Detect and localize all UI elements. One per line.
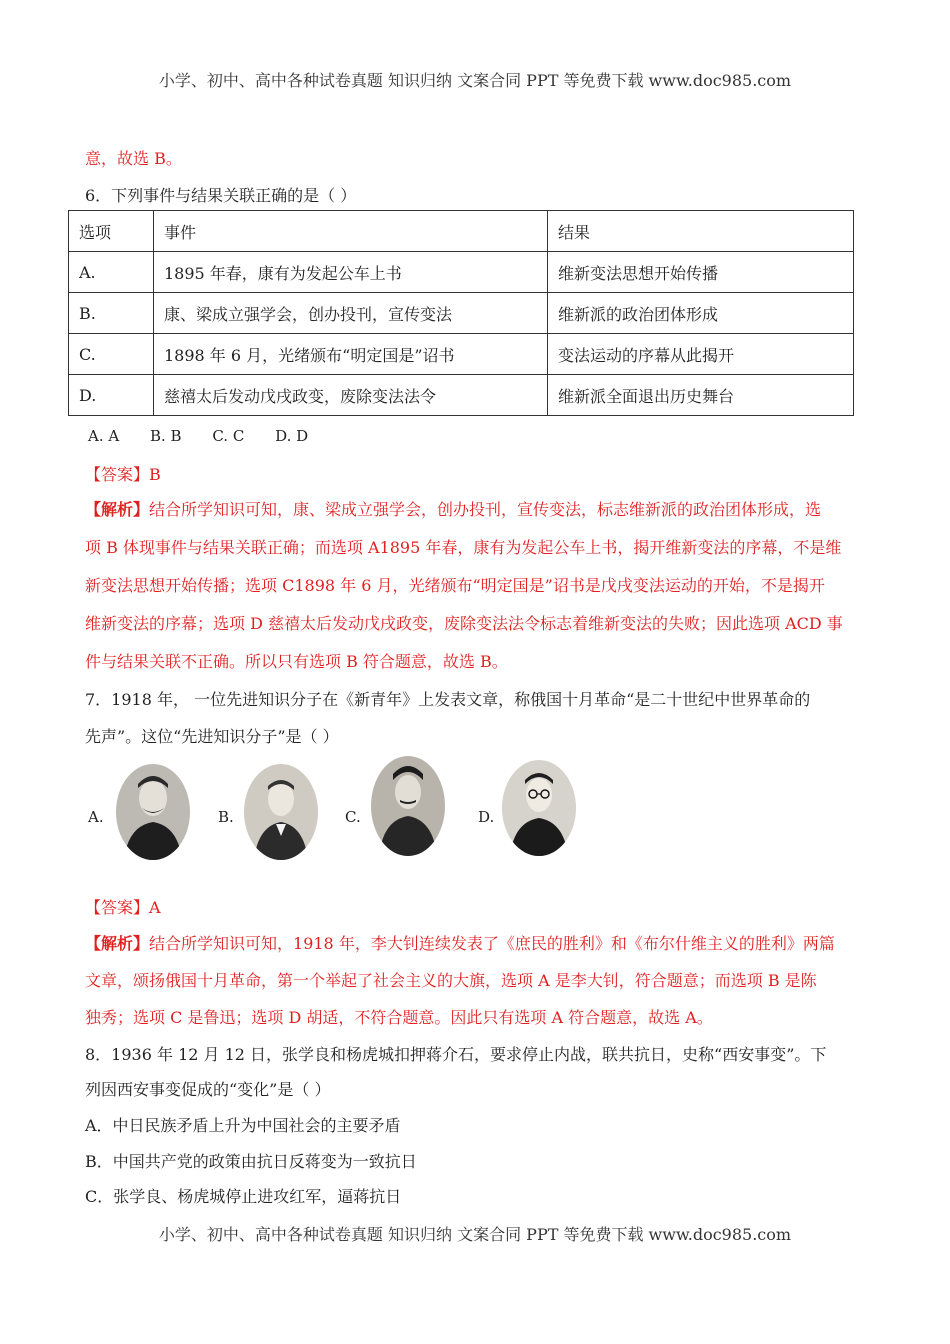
table-cell: 康、梁成立强学会，创办投刊，宣传变法 [154,293,548,334]
q8-stem-line: 8．1936 年 12 月 12 日，张学良和杨虎城扣押蒋介石，要求停止内战，联共抗日，史称“西安事变”。下 [85,1045,827,1064]
q6-stem: 6．下列事件与结果关联正确的是（ ） [85,186,357,205]
table-cell: C. [69,334,154,375]
table-row [69,334,854,375]
table-cell: 维新派全面退出历史舞台 [548,375,854,416]
analysis-text: 结合所学知识可知，康、梁成立强学会，创办投刊，宣传变法，标志维新派的政治团体形成，选 [149,500,822,519]
q7-answer: 【答案】A [85,898,161,917]
analysis-label: 【解析】 [85,500,150,519]
q7-analysis-line: 独秀；选项 C 是鲁迅；选项 D 胡适，不符合题意。因此只有选项 A 符合题意，故选 A。 [85,1008,713,1027]
q8-stem-line: 列因西安事变促成的“变化”是（ ） [85,1080,331,1099]
q6-table [68,210,854,416]
portrait-a-photo [116,764,190,860]
portrait-b-photo [244,764,318,860]
portrait-d-photo [502,760,576,856]
q6-option: A. A [88,427,120,445]
q6-answer: 【答案】B [85,465,161,484]
table-cell: 维新派的政治团体形成 [548,293,854,334]
previous-answer-tail: 意，故选 B。 [85,149,182,168]
q6-option: D. D [275,427,309,445]
table-row [69,293,854,334]
q7-option-label: D. [478,808,495,826]
table-cell: A. [69,252,154,293]
q6-option: C. C [212,427,245,445]
q6-analysis-line: 新变法思想开始传播；选项 C1898 年 6 月，光绪颁布“明定国是”诏书是戊戌变法运动的开始，不是揭开 [85,576,825,595]
q6-analysis-line: 件与结果关联不正确。所以只有选项 B 符合题意，故选 B。 [85,652,508,671]
q7-analysis-line: 文章，颂扬俄国十月革命，第一个举起了社会主义的大旗，选项 A 是李大钊，符合题意；而选项 B 是陈 [85,971,817,990]
table-header-cell: 结果 [548,211,854,252]
table-cell: 慈禧太后发动戊戌政变，废除变法法令 [154,375,548,416]
table-cell: 1895 年春，康有为发起公车上书 [154,252,548,293]
table-cell: D. [69,375,154,416]
portrait-c-photo [371,756,445,856]
page-header: 小学、初中、高中各种试卷真题 知识归纳 文案合同 PPT 等免费下载 www.doc985.com [158,71,792,90]
q6-analysis-line [85,497,821,520]
table-header-row [69,211,854,252]
q8-option: A．中日民族矛盾上升为中国社会的主要矛盾 [85,1116,401,1135]
q6-option: B. B [149,427,182,445]
table-cell: 1898 年 6 月，光绪颁布“明定国是”诏书 [154,334,548,375]
q7-analysis-line [85,931,835,954]
q8-option: B．中国共产党的政策由抗日反蒋变为一致抗日 [85,1152,417,1171]
q7-option-label: A. [88,808,104,826]
table-header-cell: 选项 [69,211,154,252]
table-cell: 维新变法思想开始传播 [548,252,854,293]
q7-stem-line: 先声”。这位“先进知识分子”是（ ） [85,727,339,746]
table-row [69,375,854,416]
table-cell: 变法运动的序幕从此揭开 [548,334,854,375]
q6-analysis-line: 维新变法的序幕；选项 D 慈禧太后发动戊戌政变，废除变法法令标志着维新变法的失败；因此选项 ACD 事 [85,614,843,633]
table-header-cell: 事件 [154,211,548,252]
analysis-text: 结合所学知识可知，1918 年，李大钊连续发表了《庶民的胜利》和《布尔什维主义的胜利》两篇 [149,934,835,953]
table-cell: B. [69,293,154,334]
q7-option-label: B. [218,808,234,826]
page-footer: 小学、初中、高中各种试卷真题 知识归纳 文案合同 PPT 等免费下载 www.doc985.com [158,1225,792,1244]
q6-options [88,427,334,445]
q7-option-label: C. [345,808,361,826]
table-row [69,252,854,293]
q6-analysis-line: 项 B 体现事件与结果关联正确；而选项 A1895 年春，康有为发起公车上书，揭开维新变法的序幕，不是维 [85,538,842,557]
q8-option: C．张学良、杨虎城停止进攻红军，逼蒋抗日 [85,1187,402,1206]
analysis-label: 【解析】 [85,934,150,953]
q7-stem-line: 7．1918 年， 一位先进知识分子在《新青年》上发表文章，称俄国十月革命“是二十世纪中世界革命的 [85,690,811,709]
